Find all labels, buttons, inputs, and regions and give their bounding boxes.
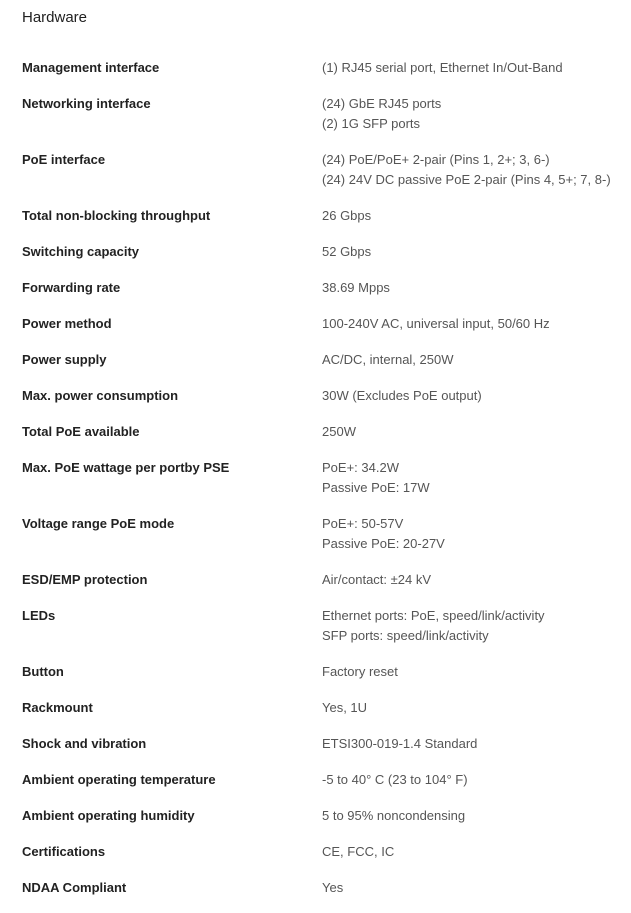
spec-label: NDAA Compliant [22,880,127,895]
spec-value [322,570,622,590]
spec-value-line: SFP ports: speed/link/activity [322,628,489,643]
spec-label: Max. PoE wattage per portby PSE [22,460,230,475]
spec-label: Switching capacity [22,244,140,259]
spec-label: Certifications [22,844,106,859]
spec-value-line: 5 to 95% noncondensing [322,808,466,823]
spec-value [322,278,622,298]
spec-value-line: (24) 24V DC passive PoE 2-pair (Pins 4, 5+; 7, 8-) [322,172,611,187]
spec-value-line: AC/DC, internal, 250W [322,352,454,367]
spec-value-line: CE, FCC, IC [322,844,395,859]
spec-value-line: 52 Gbps [322,244,372,259]
spec-value-line: Yes, 1U [322,700,368,715]
spec-value [322,422,622,442]
spec-label: Power method [22,316,112,331]
spec-value-line: Ethernet ports: PoE, speed/link/activity [322,608,545,623]
spec-value-line: 30W (Excludes PoE output) [322,388,482,403]
spec-value-line: PoE+: 34.2W [322,460,399,475]
spec-label: Total non-blocking throughput [22,208,211,223]
spec-value-line: ETSI300-019-1.4 Standard [322,736,478,751]
spec-value [322,698,622,718]
spec-value-line: (2) 1G SFP ports [322,116,421,131]
spec-value-line: -5 to 40° C (23 to 104° F) [322,772,468,787]
spec-value [322,662,622,682]
spec-value-line: (1) RJ45 serial port, Ethernet In/Out-Band [322,60,563,75]
spec-value [322,606,622,646]
spec-value [322,386,622,406]
spec-value [322,842,622,862]
spec-value [322,314,622,334]
spec-label: Ambient operating temperature [22,772,216,787]
spec-value [322,458,622,498]
spec-label: Networking interface [22,96,151,111]
spec-value-line: PoE+: 50-57V [322,516,404,531]
spec-label: Shock and vibration [22,736,147,751]
spec-label: Ambient operating humidity [22,808,195,823]
spec-value-line: 250W [322,424,356,439]
spec-label: Max. power consumption [22,388,179,403]
spec-value-line: 26 Gbps [322,208,372,223]
spec-value-line: Yes [322,880,344,895]
spec-label: ESD/EMP protection [22,572,148,587]
spec-label: Management interface [22,60,160,75]
spec-value-line: Factory reset [322,664,398,679]
spec-label: Voltage range PoE mode [22,516,175,531]
spec-label: LEDs [22,608,56,623]
spec-value-line: Passive PoE: 20-27V [322,536,445,551]
spec-value-line: (24) PoE/PoE+ 2-pair (Pins 1, 2+; 3, 6-) [322,152,550,167]
spec-value-line: 38.69 Mpps [322,280,390,295]
spec-label: PoE interface [22,152,106,167]
spec-value [322,206,622,226]
spec-label: Forwarding rate [22,280,121,295]
spec-label: Button [22,664,64,679]
spec-value [322,94,622,134]
spec-value [322,514,622,554]
spec-value-line: Passive PoE: 17W [322,480,430,495]
spec-label: Power supply [22,352,107,367]
spec-value [322,242,622,262]
spec-value [322,878,622,898]
spec-value-line: 100-240V AC, universal input, 50/60 Hz [322,316,550,331]
spec-value-line: (24) GbE RJ45 ports [322,96,442,111]
spec-label: Rackmount [22,700,93,715]
spec-value-line: Air/contact: ±24 kV [322,572,432,587]
section-title: Hardware [22,9,88,26]
spec-value [322,58,622,78]
spec-value [322,150,622,190]
spec-value [322,734,622,754]
spec-value [322,806,622,826]
spec-value [322,770,622,790]
spec-value [322,350,622,370]
spec-label: Total PoE available [22,424,140,439]
